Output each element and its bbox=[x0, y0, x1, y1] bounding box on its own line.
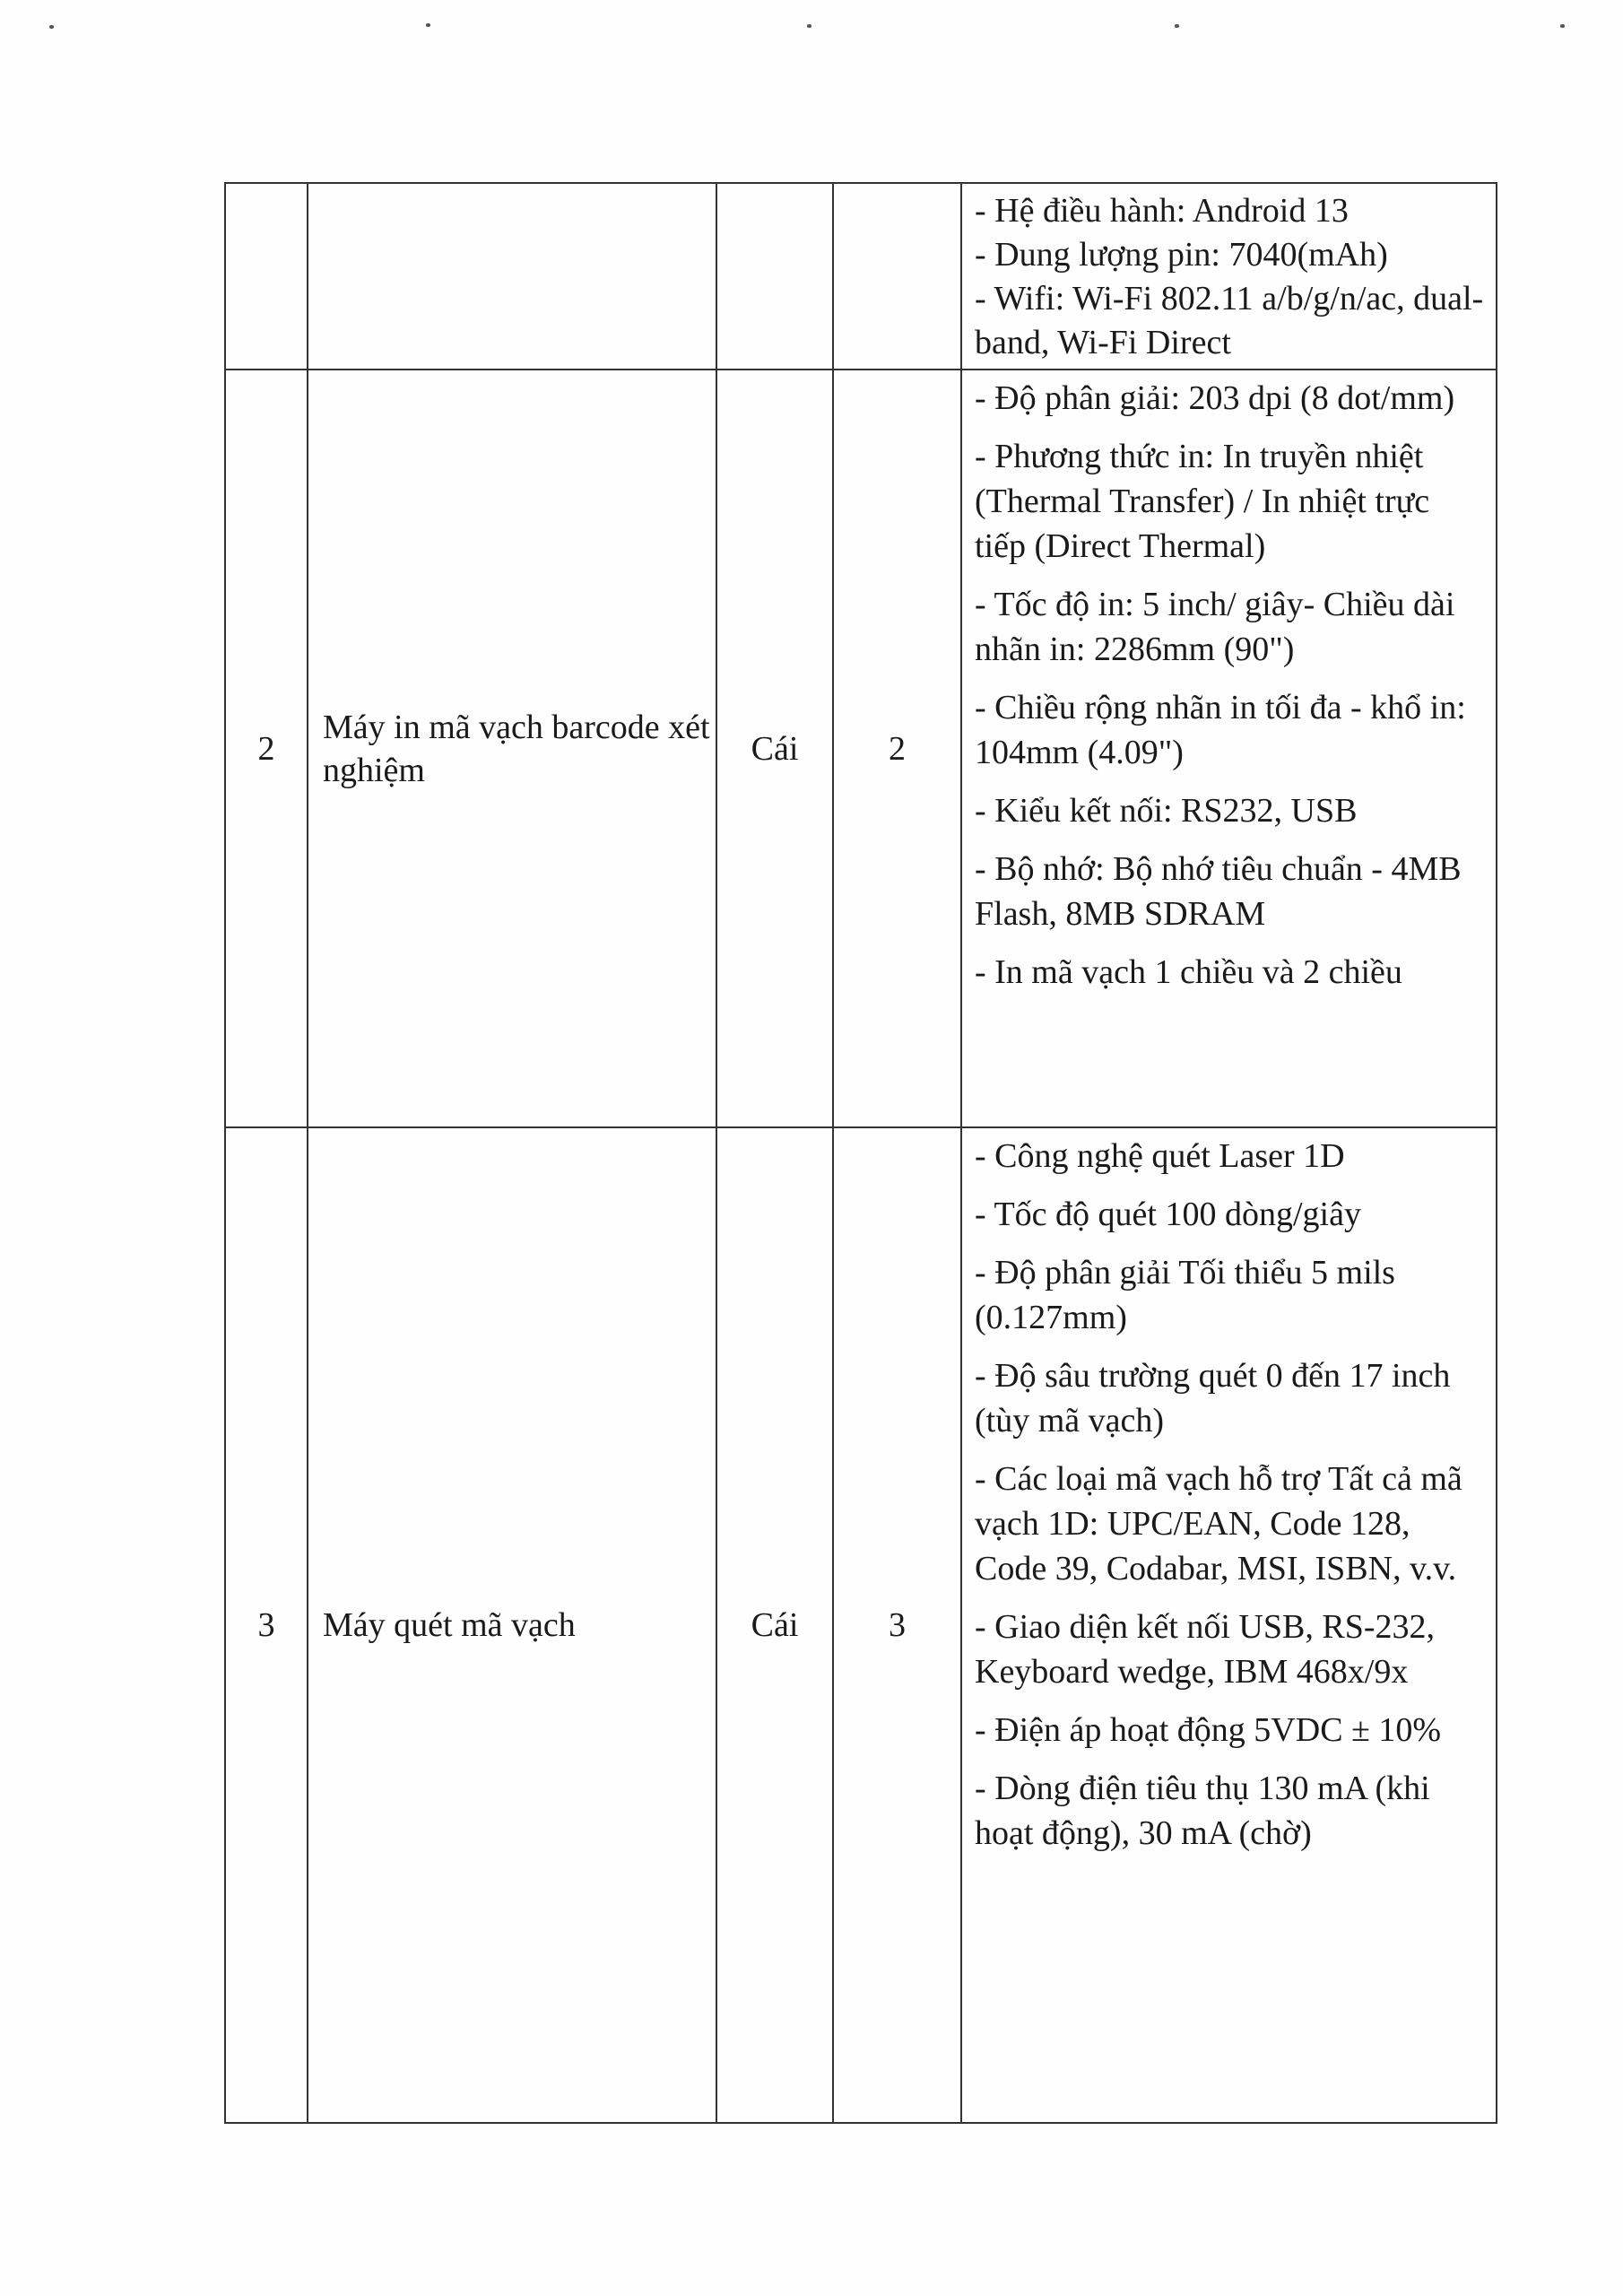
table-row bbox=[225, 370, 1497, 1127]
item-name: Máy quét mã vạch bbox=[308, 1127, 716, 2123]
spec-line: - Tốc độ quét 100 dòng/giây bbox=[975, 1196, 1361, 1233]
scan-speck bbox=[1175, 24, 1179, 28]
item-unit: Cái bbox=[716, 370, 833, 1127]
item-quantity bbox=[833, 183, 961, 370]
spec-line: - Dung lượng pin: 7040(mAh) bbox=[975, 236, 1388, 274]
item-unit: Cái bbox=[716, 1127, 833, 2123]
spec-line: - Các loại mã vạch hỗ trợ Tất cả mã vạch 1D: UPC/EAN, Code 128, Code 39, Codabar, MSI, ISBN, v.v. bbox=[975, 1460, 1462, 1587]
scan-speck bbox=[1560, 24, 1565, 28]
equipment-spec-table bbox=[224, 182, 1497, 2124]
spec-line: - Chiều rộng nhãn in tối đa - khổ in: 104mm (4.09") bbox=[975, 689, 1466, 771]
spec-line: - Độ phân giải Tối thiểu 5 mils (0.127mm) bbox=[975, 1254, 1395, 1336]
row-index bbox=[225, 183, 308, 370]
spec-line: - Độ phân giải: 203 dpi (8 dot/mm) bbox=[975, 379, 1455, 417]
row-index: 2 bbox=[225, 370, 308, 1127]
table-row bbox=[225, 1127, 1497, 2123]
spec-line: - Độ sâu trường quét 0 đến 17 inch (tùy mã vạch) bbox=[975, 1357, 1451, 1439]
scan-speck bbox=[426, 23, 430, 27]
spec-line: - Kiểu kết nối: RS232, USB bbox=[975, 792, 1358, 830]
spec-line: - Bộ nhớ: Bộ nhớ tiêu chuẩn - 4MB Flash, 8MB SDRAM bbox=[975, 850, 1462, 933]
item-specs bbox=[961, 1127, 1497, 2123]
item-unit bbox=[716, 183, 833, 370]
item-quantity: 3 bbox=[833, 1127, 961, 2123]
spec-line: - Tốc độ in: 5 inch/ giây- Chiều dài nhãn in: 2286mm (90") bbox=[975, 586, 1455, 668]
spec-line: - Công nghệ quét Laser 1D bbox=[975, 1137, 1345, 1175]
spec-line: - Dòng điện tiêu thụ 130 mA (khi hoạt động), 30 mA (chờ) bbox=[975, 1770, 1430, 1852]
spec-line: - Giao diện kết nối USB, RS-232, Keyboard wedge, IBM 468x/9x bbox=[975, 1608, 1435, 1691]
table-row bbox=[225, 183, 1497, 370]
spec-line: - Wifi: Wi-Fi 802.11 a/b/g/n/ac, dual-band, Wi-Fi Direct bbox=[975, 280, 1484, 361]
scan-speck bbox=[807, 24, 812, 28]
item-name bbox=[308, 183, 716, 370]
spec-line: - Hệ điều hành: Android 13 bbox=[975, 192, 1349, 230]
item-specs bbox=[961, 370, 1497, 1127]
spec-line: - Điện áp hoạt động 5VDC ± 10% bbox=[975, 1711, 1442, 1749]
scan-speck bbox=[49, 25, 54, 29]
spec-line: - In mã vạch 1 chiều và 2 chiều bbox=[975, 953, 1402, 991]
item-name: Máy in mã vạch barcode xét nghiệm bbox=[308, 370, 716, 1127]
row-index: 3 bbox=[225, 1127, 308, 2123]
spec-line: - Phương thức in: In truyền nhiệt (Thermal Transfer) / In nhiệt trực tiếp (Direct Thermal) bbox=[975, 438, 1430, 565]
item-quantity: 2 bbox=[833, 370, 961, 1127]
item-specs bbox=[961, 183, 1497, 370]
